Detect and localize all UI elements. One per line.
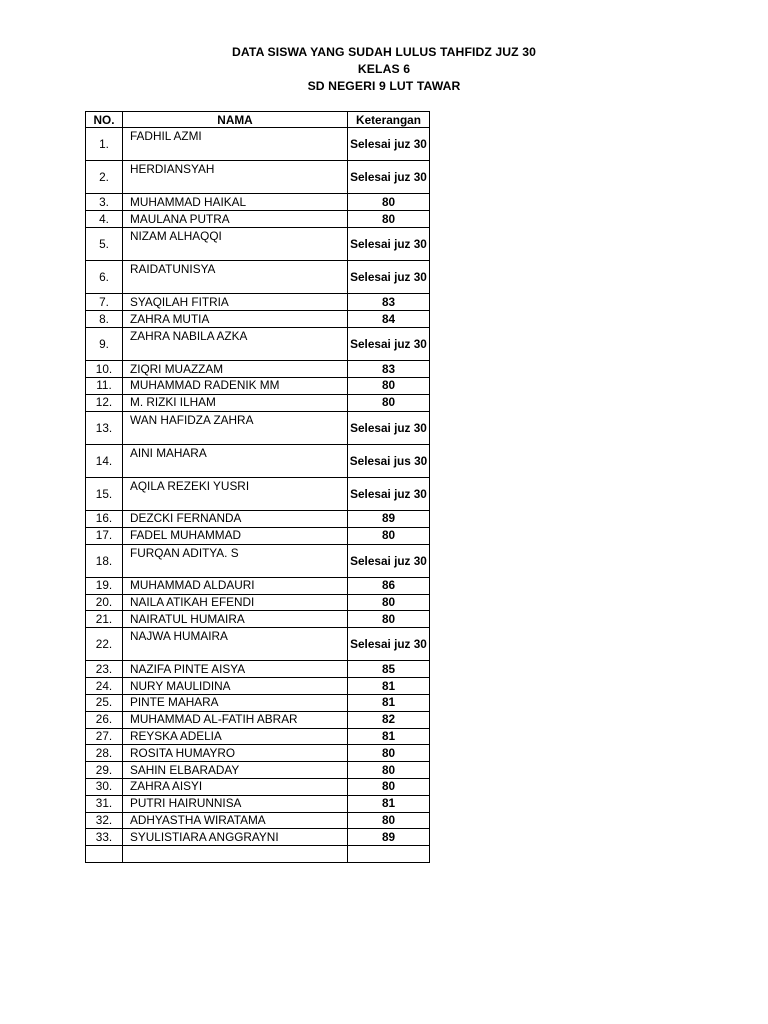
keterangan-value: 89	[348, 829, 430, 846]
row-number: 11.	[86, 377, 123, 394]
student-name: NAZIFA PINTE AISYA	[123, 661, 348, 678]
keterangan-value: 80	[348, 611, 430, 628]
keterangan-value: Selesai juz 30	[348, 227, 430, 260]
keterangan-value: 82	[348, 711, 430, 728]
student-name: RAIDATUNISYA	[123, 261, 348, 294]
row-number: 20.	[86, 594, 123, 611]
table-row	[86, 394, 430, 411]
student-name: MUHAMMAD RADENIK MM	[123, 377, 348, 394]
keterangan-value: 81	[348, 678, 430, 695]
student-name: AQILA REZEKI YUSRI	[123, 477, 348, 510]
table-row	[86, 377, 430, 394]
keterangan-value: 80	[348, 812, 430, 829]
row-number: 1.	[86, 128, 123, 161]
student-name: SAHIN ELBARADAY	[123, 762, 348, 779]
student-name: MUHAMMAD ALDAURI	[123, 577, 348, 594]
row-number: 32.	[86, 812, 123, 829]
table-row	[86, 294, 430, 311]
keterangan-value: 84	[348, 311, 430, 328]
table-row	[86, 194, 430, 211]
table-row	[86, 812, 430, 829]
table-row	[86, 361, 430, 378]
table-row	[86, 594, 430, 611]
student-name: MUHAMMAD AL-FATIH ABRAR	[123, 711, 348, 728]
keterangan-value: 80	[348, 762, 430, 779]
row-number: 21.	[86, 611, 123, 628]
row-number: 27.	[86, 728, 123, 745]
row-number: 19.	[86, 577, 123, 594]
table-row	[86, 477, 430, 510]
title-line-3: SD NEGERI 9 LUT TAWAR	[307, 79, 461, 93]
row-number: 33.	[86, 829, 123, 846]
student-name: NAIRATUL HUMAIRA	[123, 611, 348, 628]
table-row	[86, 728, 430, 745]
keterangan-value: 80	[348, 594, 430, 611]
row-number: 25.	[86, 695, 123, 712]
table-row	[86, 628, 430, 661]
row-number: 5.	[86, 227, 123, 260]
keterangan-value: 81	[348, 695, 430, 712]
keterangan-value: 80	[348, 394, 430, 411]
table-row	[86, 661, 430, 678]
student-name: MAULANA PUTRA	[123, 211, 348, 228]
student-name: ROSITA HUMAYRO	[123, 745, 348, 762]
table-row	[86, 327, 430, 360]
table-row	[86, 211, 430, 228]
row-number: 6.	[86, 261, 123, 294]
keterangan-value: 83	[348, 294, 430, 311]
table-row	[86, 577, 430, 594]
title-line-2: KELAS 6	[357, 62, 411, 76]
student-name: FURQAN ADITYA. S	[123, 544, 348, 577]
row-number: 7.	[86, 294, 123, 311]
keterangan-value: 80	[348, 377, 430, 394]
keterangan-value: Selesai juz 30	[348, 411, 430, 444]
table-row	[86, 261, 430, 294]
row-number: 2.	[86, 161, 123, 194]
row-number: 17.	[86, 527, 123, 544]
row-number: 16.	[86, 511, 123, 528]
row-number: 10.	[86, 361, 123, 378]
student-name: DEZCKI FERNANDA	[123, 511, 348, 528]
student-name: PUTRI HAIRUNNISA	[123, 795, 348, 812]
document-title	[0, 44, 768, 95]
keterangan-value: 89	[348, 511, 430, 528]
table-row	[86, 128, 430, 161]
student-name: ZAHRA NABILA AZKA	[123, 327, 348, 360]
student-name: FADEL MUHAMMAD	[123, 527, 348, 544]
table-row	[86, 161, 430, 194]
student-table	[85, 111, 430, 863]
keterangan-value: 81	[348, 795, 430, 812]
keterangan-value: Selesai juz 30	[348, 161, 430, 194]
row-number: 23.	[86, 661, 123, 678]
table-row	[86, 544, 430, 577]
title-line-1: DATA SISWA YANG SUDAH LULUS TAHFIDZ JUZ 30	[232, 45, 536, 59]
keterangan-value: Selesai juz 30	[348, 327, 430, 360]
header-nama: NAMA	[123, 112, 348, 128]
row-number: 26.	[86, 711, 123, 728]
table-row	[86, 762, 430, 779]
table-row	[86, 511, 430, 528]
row-number: 4.	[86, 211, 123, 228]
table-row	[86, 227, 430, 260]
row-number: 29.	[86, 762, 123, 779]
keterangan-value: 80	[348, 211, 430, 228]
row-number: 9.	[86, 327, 123, 360]
row-number: 31.	[86, 795, 123, 812]
student-name: NURY MAULIDINA	[123, 678, 348, 695]
student-name: NIZAM ALHAQQI	[123, 227, 348, 260]
table-row	[86, 678, 430, 695]
student-name: WAN HAFIDZA ZAHRA	[123, 411, 348, 444]
student-name: MUHAMMAD HAIKAL	[123, 194, 348, 211]
keterangan-value: 81	[348, 728, 430, 745]
table-header-row	[86, 112, 430, 128]
keterangan-value: Selesai juz 30	[348, 628, 430, 661]
student-name: ZAHRA AISYI	[123, 779, 348, 796]
table-body	[86, 128, 430, 863]
student-name: SYULISTIARA ANGGRAYNI	[123, 829, 348, 846]
table-row	[86, 695, 430, 712]
table-row	[86, 611, 430, 628]
student-name: NAJWA HUMAIRA	[123, 628, 348, 661]
empty-cell	[348, 846, 430, 863]
table-row	[86, 745, 430, 762]
student-name: SYAQILAH FITRIA	[123, 294, 348, 311]
row-number: 14.	[86, 444, 123, 477]
row-number: 15.	[86, 477, 123, 510]
empty-cell	[86, 846, 123, 863]
table-row	[86, 711, 430, 728]
header-keterangan: Keterangan	[348, 112, 430, 128]
keterangan-value: Selesai jus 30	[348, 444, 430, 477]
row-number: 24.	[86, 678, 123, 695]
student-name: M. RIZKI ILHAM	[123, 394, 348, 411]
keterangan-value: 83	[348, 361, 430, 378]
row-number: 28.	[86, 745, 123, 762]
keterangan-value: 80	[348, 527, 430, 544]
keterangan-value: 80	[348, 779, 430, 796]
table-row	[86, 311, 430, 328]
empty-cell	[123, 846, 348, 863]
row-number: 30.	[86, 779, 123, 796]
header-no: NO.	[86, 112, 123, 128]
table-row	[86, 829, 430, 846]
student-name: HERDIANSYAH	[123, 161, 348, 194]
row-number: 3.	[86, 194, 123, 211]
row-number: 13.	[86, 411, 123, 444]
table-row	[86, 795, 430, 812]
empty-row	[86, 846, 430, 863]
student-name: ZAHRA MUTIA	[123, 311, 348, 328]
table-row	[86, 527, 430, 544]
student-name: NAILA ATIKAH EFENDI	[123, 594, 348, 611]
row-number: 8.	[86, 311, 123, 328]
table-row	[86, 779, 430, 796]
keterangan-value: 80	[348, 745, 430, 762]
row-number: 18.	[86, 544, 123, 577]
student-name: ADHYASTHA WIRATAMA	[123, 812, 348, 829]
keterangan-value: Selesai juz 30	[348, 128, 430, 161]
keterangan-value: Selesai juz 30	[348, 261, 430, 294]
student-name: ZIQRI MUAZZAM	[123, 361, 348, 378]
keterangan-value: Selesai juz 30	[348, 477, 430, 510]
keterangan-value: 86	[348, 577, 430, 594]
keterangan-value: 80	[348, 194, 430, 211]
row-number: 22.	[86, 628, 123, 661]
keterangan-value: 85	[348, 661, 430, 678]
student-name: AINI MAHARA	[123, 444, 348, 477]
student-name: PINTE MAHARA	[123, 695, 348, 712]
student-name: FADHIL AZMI	[123, 128, 348, 161]
table-row	[86, 411, 430, 444]
keterangan-value: Selesai juz 30	[348, 544, 430, 577]
table-row	[86, 444, 430, 477]
student-name: REYSKA ADELIA	[123, 728, 348, 745]
row-number: 12.	[86, 394, 123, 411]
